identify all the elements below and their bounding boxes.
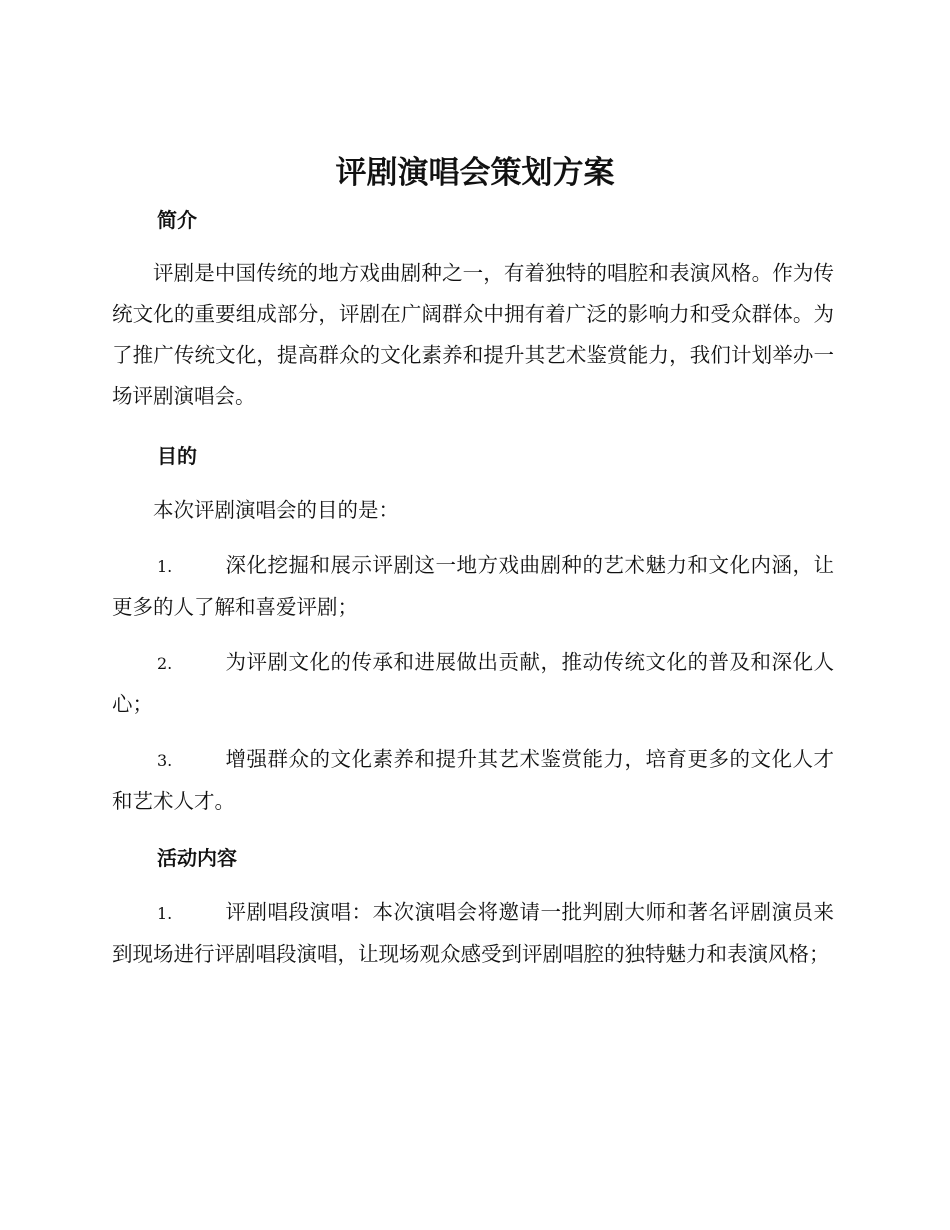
section-heading-activities: 活动内容	[157, 846, 237, 870]
list-number: 1.	[157, 904, 173, 923]
list-item-text: 评剧唱段演唱：本次演唱会将邀请一批判剧大师和著名评剧演员来到现场进行评剧唱段演唱，让现场观众感受到评剧唱腔的独特魅力和表演风格；	[112, 900, 834, 966]
list-number: 1.	[157, 557, 173, 576]
list-number: 2.	[157, 654, 173, 673]
list-number: 3.	[157, 751, 173, 770]
list-item-text: 为评剧文化的传承和进展做出贡献，推动传统文化的普及和深化人心；	[112, 650, 834, 716]
purpose-intro: 本次评剧演唱会的目的是：	[153, 498, 399, 522]
list-item-text: 增强群众的文化素养和提升其艺术鉴赏能力，培育更多的文化人才和艺术人才。	[112, 747, 834, 813]
document-title: 评剧演唱会策划方案	[335, 155, 615, 191]
section-heading-intro: 简介	[157, 208, 197, 232]
list-item-text: 深化挖掘和展示评剧这一地方戏曲剧种的艺术魅力和文化内涵，让更多的人了解和喜爱评剧；	[112, 553, 834, 619]
section-heading-purpose: 目的	[157, 444, 197, 468]
purpose-list-item	[112, 739, 834, 822]
purpose-list-item	[112, 545, 834, 628]
activity-list-item	[112, 892, 834, 975]
intro-paragraph: 评剧是中国传统的地方戏曲剧种之一，有着独特的唱腔和表演风格。作为传统文化的重要组成部分，评剧在广阔群众中拥有着广泛的影响力和受众群体。为了推广传统文化，提高群众的文化素养和提升其艺术鉴赏能力，我们计划举办一场评剧演唱会。	[112, 261, 834, 408]
purpose-list-item	[112, 642, 834, 725]
